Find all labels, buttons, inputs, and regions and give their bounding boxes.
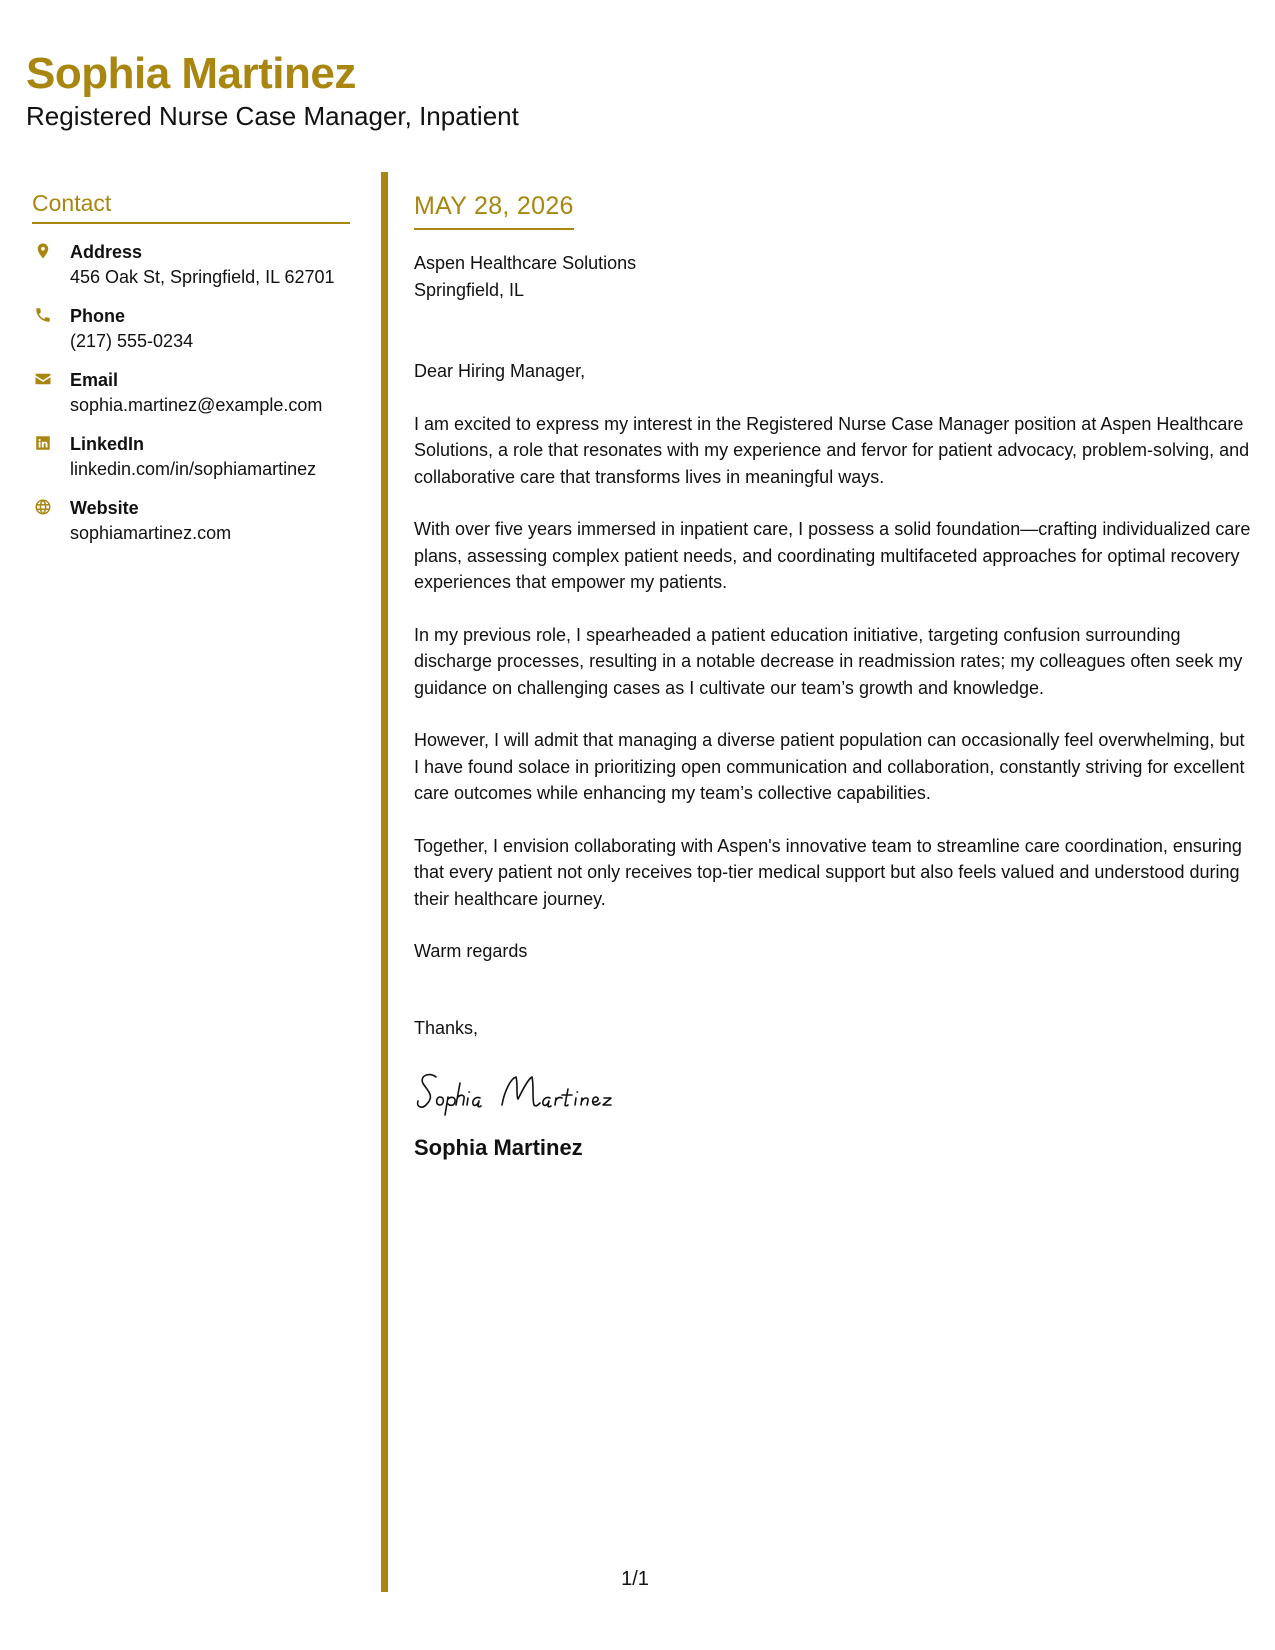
letter-paragraph: However, I will admit that managing a diverse patient population can occasionally feel overwhelming, but I have found solace in prioritizing open communication and collaboration, constantly striving for excellent care outcomes while enhancing my team’s collective capabilities.	[414, 730, 1245, 803]
map-pin-icon	[32, 240, 54, 262]
letter-paragraph: Together, I envision collaborating with Aspen's innovative team to streamline care coordination, ensuring that every patient not only receives top-tier medical support but also feels valued and understood during their healthcare journey.	[414, 835, 1242, 909]
contact-value: (217) 555-0234	[70, 331, 194, 351]
linkedin-icon	[32, 432, 54, 454]
recipient-block	[414, 250, 1254, 304]
letter-paragraph: I am excited to express my interest in the Registered Nurse Case Manager position at Aspen Healthcare Solutions, a role that resonates with my experience and fervor for patient advocacy, problem-solving, and collaborative care that transforms lives in meaningful ways.	[414, 413, 1250, 487]
contact-heading: Contact	[32, 188, 350, 224]
contact-label: Website	[70, 498, 139, 518]
globe-icon	[32, 496, 54, 518]
vertical-divider	[381, 172, 388, 1592]
applicant-name: Sophia Martinez	[26, 49, 356, 98]
letter-header	[26, 48, 1246, 132]
salutation: Dear Hiring Manager,	[414, 361, 586, 381]
contact-item-email	[32, 368, 350, 418]
contact-item-website	[32, 496, 350, 546]
letter-paragraph: With over five years immersed in inpatient care, I possess a solid foundation—crafting individualized care plans, assessing complex patient needs, and coordinating multifaceted approaches for optimal recovery experiences that empower my patients.	[414, 519, 1251, 592]
contact-label: Email	[70, 370, 119, 390]
contact-value: sophia.martinez@example.com	[70, 395, 323, 415]
contact-label: Address	[70, 242, 143, 262]
signer-name: Sophia Martinez	[414, 1135, 583, 1160]
recipient-location: Springfield, IL	[414, 280, 525, 300]
contact-item-address	[32, 240, 350, 290]
envelope-icon	[32, 368, 54, 390]
letter-body	[414, 190, 1254, 1163]
page-number: 1/1	[621, 1568, 649, 1590]
letter-date: MAY 28, 2026	[414, 190, 574, 230]
thanks-line: Thanks,	[414, 1017, 479, 1038]
recipient-company: Aspen Healthcare Solutions	[414, 253, 637, 273]
contact-label: Phone	[70, 306, 126, 326]
contact-item-phone	[32, 304, 350, 354]
contact-item-linkedin	[32, 432, 350, 482]
contact-label: LinkedIn	[70, 434, 145, 454]
handwritten-signature	[414, 1063, 684, 1119]
phone-icon	[32, 304, 54, 326]
contact-value: linkedin.com/in/sophiamartinez	[70, 459, 317, 479]
closing: Warm regards	[414, 941, 528, 961]
applicant-title: Registered Nurse Case Manager, Inpatient	[26, 101, 519, 131]
contact-value: 456 Oak St, Springfield, IL 62701	[70, 267, 335, 287]
contact-value: sophiamartinez.com	[70, 523, 232, 543]
letter-paragraph: In my previous role, I spearheaded a patient education initiative, targeting confusion surrounding discharge processes, resulting in a notable decrease in readmission rates; my colleagues often seek my guidance on challenging cases as I cultivate our team’s growth and knowledge.	[414, 624, 1243, 698]
contact-sidebar	[32, 188, 350, 560]
